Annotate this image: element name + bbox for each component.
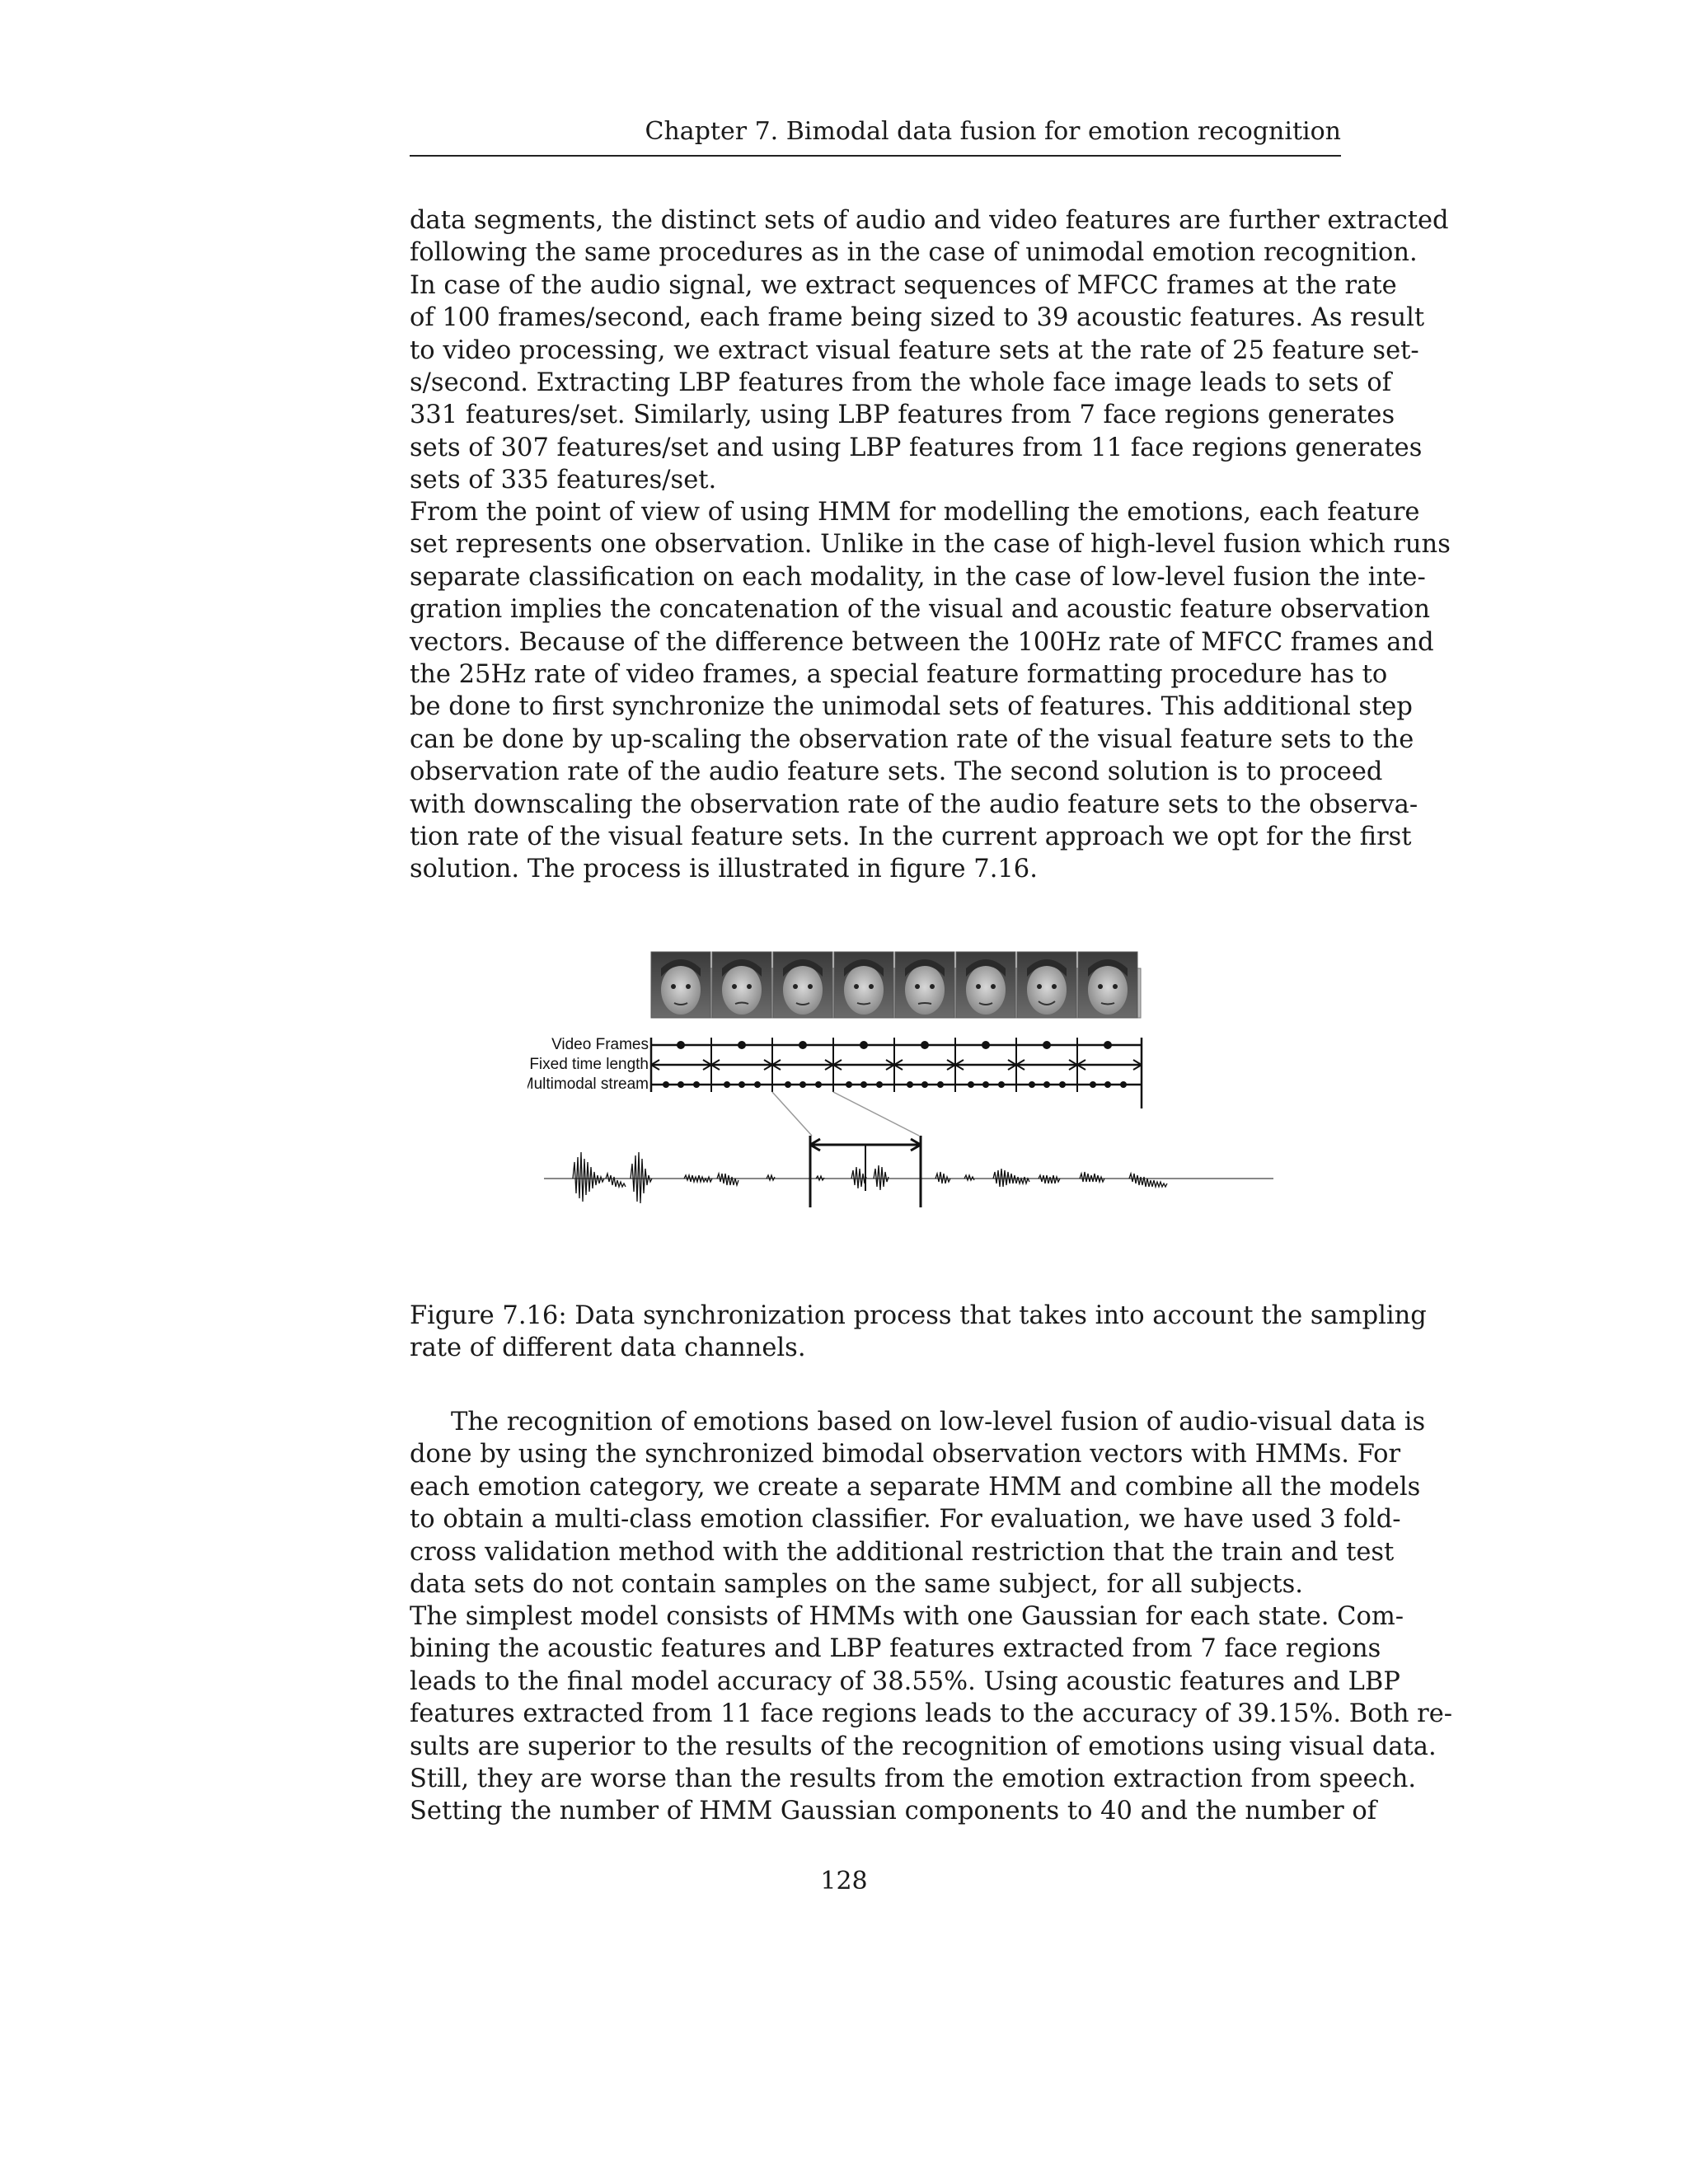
text-line: The recognition of emotions based on low-level fusion of audio-visual data is xyxy=(451,1408,1426,1436)
text-line: with downscaling the observation rate of the audio feature sets to the observa- xyxy=(410,790,1418,819)
face-frame-6 xyxy=(956,952,1015,1018)
paragraph-2 xyxy=(410,496,1451,886)
text-line: data segments, the distinct sets of audio and video features are further extracted xyxy=(410,206,1449,235)
text-line: leads to the final model accuracy of 38.55%. Using acoustic features and LBP xyxy=(410,1666,1400,1696)
caption-line: rate of different data channels. xyxy=(410,1333,806,1363)
face-frame-7 xyxy=(1017,952,1076,1018)
face-frame-4 xyxy=(834,952,893,1018)
text-line: done by using the synchronized bimodal observation vectors with HMMs. For xyxy=(410,1440,1401,1469)
paragraph-3 xyxy=(410,1406,1426,1601)
text-line: The simplest model consists of HMMs with one Gaussian for each state. Com- xyxy=(410,1602,1404,1631)
text-line: bining the acoustic features and LBP features extracted from 7 face regions xyxy=(410,1634,1381,1664)
text-line: tion rate of the visual feature sets. In the current approach we opt for the first xyxy=(410,823,1412,852)
page-number: 128 xyxy=(820,1867,868,1896)
text-line: the 25Hz rate of video frames, a special feature formatting procedure has to xyxy=(410,660,1388,690)
text-line: sets of 307 features/set and using LBP features from 11 face regions generates xyxy=(410,433,1423,462)
synchronization-diagram xyxy=(528,935,1286,1249)
text-line: solution. The process is illustrated in figure 7.16. xyxy=(410,855,1038,884)
audio-waveform xyxy=(544,1152,1273,1203)
text-line: each emotion category, we create a separate HMM and combine all the models xyxy=(410,1472,1421,1502)
text-line: to obtain a multi-class emotion classifier. For evaluation, we have used 3 fold- xyxy=(410,1505,1401,1535)
timeline-rows xyxy=(651,1038,1142,1108)
text-line: gration implies the concatenation of the visual and acoustic feature observation xyxy=(410,595,1430,625)
face-frame-1 xyxy=(651,952,710,1018)
text-line: data sets do not contain samples on the same subject, for all subjects. xyxy=(410,1570,1303,1600)
label-video-frames: Video Frames xyxy=(551,1036,649,1053)
label-multimodal-stream: Multimodal stream xyxy=(528,1076,649,1093)
text-line: following the same procedures as in the case of unimodal emotion recognition. xyxy=(410,238,1418,268)
text-line: s/second. Extracting LBP features from the whole face image leads to sets of xyxy=(410,368,1392,398)
text-line: separate classification on each modality, in the case of low-level fusion the inte- xyxy=(410,562,1426,592)
caption-line: Figure 7.16: Data synchronization process that takes into account the sampling xyxy=(410,1301,1427,1330)
running-header xyxy=(410,115,1341,157)
text-line: From the point of view of using HMM for modelling the emotions, each feature xyxy=(410,498,1420,527)
text-line: to video processing, we extract visual feature sets at the rate of 25 feature set- xyxy=(410,335,1419,365)
text-line: can be done by up-scaling the observation rate of the visual feature sets to the xyxy=(410,724,1414,754)
figure-caption xyxy=(410,1300,1427,1365)
text-line: sets of 335 features/set. xyxy=(410,466,717,495)
text-line: features extracted from 11 face regions leads to the accuracy of 39.15%. Both re- xyxy=(410,1699,1453,1729)
text-line: Still, they are worse than the results from the emotion extraction from speech. xyxy=(410,1765,1417,1794)
text-line: be done to first synchronize the unimodal sets of features. This additional step xyxy=(410,692,1413,722)
label-fixed-time-length: Fixed time length xyxy=(529,1056,649,1073)
text-line: In case of the audio signal, we extract sequences of MFCC frames at the rate xyxy=(410,270,1397,300)
text-line: 331 features/set. Similarly, using LBP features from 7 face regions generates xyxy=(410,401,1395,430)
running-title: Chapter 7. Bimodal data fusion for emotion recognition xyxy=(645,117,1341,146)
text-line: observation rate of the audio feature sets. The second solution is to proceed xyxy=(410,757,1383,787)
text-line: Setting the number of HMM Gaussian components to 40 and the number of xyxy=(410,1797,1377,1826)
face-frame-2 xyxy=(712,952,771,1018)
paragraph-1 xyxy=(410,204,1449,497)
text-line: sults are superior to the results of the recognition of emotions using visual data. xyxy=(410,1732,1437,1761)
paragraph-4 xyxy=(410,1601,1453,1828)
zoom-guide-lines xyxy=(772,1092,919,1136)
face-frame-8 xyxy=(1078,952,1137,1018)
text-line: of 100 frames/second, each frame being sized to 39 acoustic features. As result xyxy=(410,303,1425,333)
zoomed-interval xyxy=(810,1136,921,1207)
face-frame-5 xyxy=(895,952,954,1018)
text-line: cross validation method with the additional restriction that the train and test xyxy=(410,1537,1395,1567)
figure-7-16 xyxy=(528,935,1286,1249)
text-line: set represents one observation. Unlike in the case of high-level fusion which runs xyxy=(410,530,1451,560)
text-line: vectors. Because of the difference between the 100Hz rate of MFCC frames and xyxy=(410,627,1434,657)
face-frame-3 xyxy=(773,952,832,1018)
